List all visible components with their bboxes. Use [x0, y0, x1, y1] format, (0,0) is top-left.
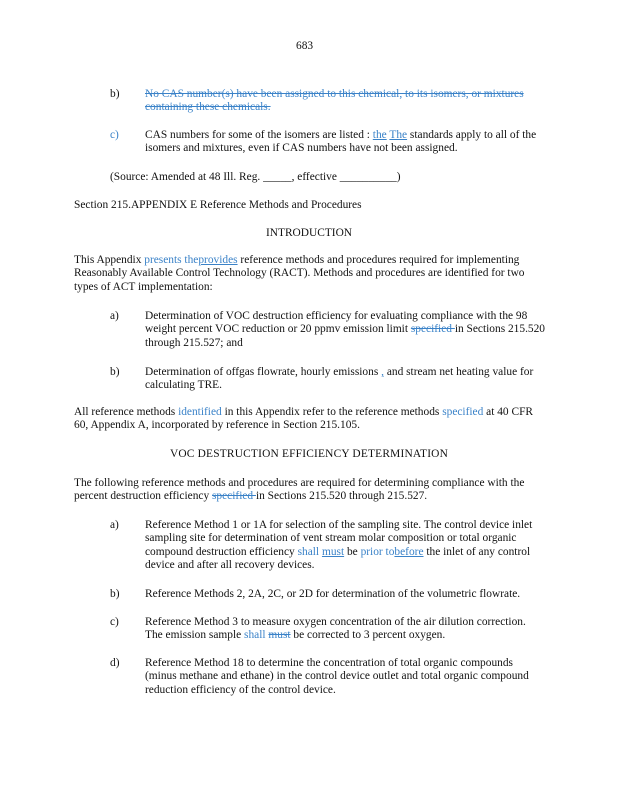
- inserted-text: shall: [244, 629, 269, 642]
- deleted-text: presents the: [144, 254, 199, 266]
- deleted-text: before: [394, 545, 424, 558]
- deleted-text: must: [268, 629, 291, 642]
- text-run: in this Appendix refer to the reference methods: [221, 406, 443, 418]
- list-marker: b): [110, 88, 120, 100]
- text-run: at 40 CFR 60, Appendix A, incorporated by reference in Section 215.105.: [74, 406, 533, 432]
- intro-heading: INTRODUCTION: [265, 227, 353, 239]
- deleted-paragraph: [145, 88, 545, 115]
- text-run: be corrected to 3 percent oxygen.: [290, 629, 446, 642]
- voc-paragraph: [74, 477, 544, 504]
- list-item-text: [145, 366, 545, 393]
- source-note: (Source: Amended at 48 Ill. Reg. _____, effective __________): [110, 171, 401, 183]
- intro-paragraph: [74, 254, 544, 294]
- reference-paragraph: [74, 406, 544, 433]
- list-marker: a): [110, 519, 119, 531]
- text-run: in Sections 215.520 through 215.527; and: [145, 323, 546, 349]
- list-item-text: [145, 519, 545, 573]
- inserted-text: identified: [178, 406, 222, 418]
- list-marker: a): [110, 310, 119, 322]
- section-heading: Section 215.APPENDIX E Reference Methods and Procedures: [74, 199, 362, 211]
- list-item-text: [145, 588, 555, 601]
- page-number: 683: [296, 40, 314, 52]
- text-run: Reference Method 18 to determine the concentration of total organic compounds (minus methane and ethane) in the control device outlet and total organic compound reduction efficiency of the control device.: [145, 657, 529, 696]
- inserted-text: prior to: [360, 545, 395, 558]
- text-run: The following reference methods and procedures are required for determining compliance with the percent destruction efficiency: [74, 477, 525, 503]
- deleted-text: No CAS number(s) have been assigned to this chemical, to its isomers, or mixtures containing these chemicals.: [145, 88, 524, 114]
- text-run: in Sections 215.520 through 215.527.: [255, 490, 428, 503]
- list-item-text: [145, 129, 545, 156]
- text-run: All reference methods: [74, 406, 179, 418]
- list-item-text: [145, 310, 545, 350]
- inserted-text: The: [389, 129, 408, 141]
- text-run: Reference Method 3 to measure oxygen concentration of the air dilution correction. The emission sample: [145, 616, 526, 642]
- text-run: Reference Methods 2, 2A, 2C, or 2D for determination of the volumetric flowrate.: [145, 588, 521, 600]
- inserted-text: the: [372, 129, 387, 141]
- inserted-text: specified: [442, 406, 484, 418]
- text-run: the inlet of any control device and after all recovery devices.: [145, 545, 531, 572]
- text-run: Determination of offgas flowrate, hourly emissions: [145, 366, 382, 378]
- voc-heading: VOC DESTRUCTION EFFICIENCY DETERMINATION: [169, 448, 449, 460]
- text-run: reference methods and procedures required for implementing Reasonably Available Control Technology (RACT). Methods and procedures are identified for two types of ACT implementation:: [74, 254, 525, 293]
- list-marker: c): [110, 129, 119, 141]
- inserted-text: provides: [198, 254, 238, 266]
- deleted-text: specified: [410, 323, 455, 336]
- list-marker: b): [110, 366, 120, 378]
- list-item-text: [145, 657, 545, 697]
- text-run: be: [344, 545, 361, 558]
- text-run: Determination of VOC destruction efficiency for evaluating compliance with the 98 weight percent VOC reduction or 20 ppmv emission limit: [145, 310, 528, 336]
- text-run: This Appendix: [74, 254, 145, 266]
- list-marker: d): [110, 657, 120, 669]
- list-marker: b): [110, 588, 120, 600]
- list-item-text: [145, 616, 545, 643]
- inserted-text: ,: [381, 366, 384, 378]
- text-run: CAS numbers for some of the isomers are listed :: [145, 129, 373, 141]
- list-marker: c): [110, 616, 119, 628]
- text-run: standards apply to all of the isomers and mixtures, even if CAS numbers have not been assigned.: [145, 129, 537, 155]
- inserted-text: shall: [297, 545, 320, 558]
- text-run: and stream net heating value for calculating TRE.: [145, 366, 534, 392]
- text-run: Reference Method 1 or 1A for selection of the sampling site. The control device inlet sampling site for determination of vent stream molar composition or total organic compound destruction efficiency: [145, 519, 533, 558]
- deleted-text: specified: [212, 490, 256, 503]
- deleted-text: must: [321, 545, 345, 558]
